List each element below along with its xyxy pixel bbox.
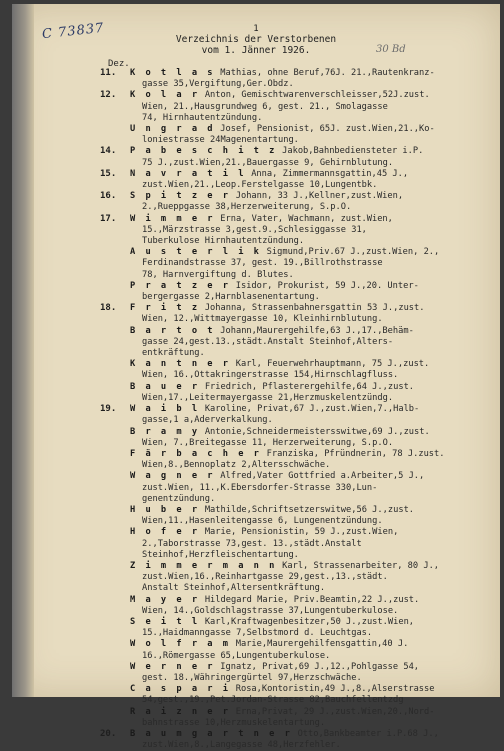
document-page — [12, 4, 500, 751]
entry-line-text: Antonie,Schneidermeistersswitwe,69 J.,zust. — [204, 426, 430, 437]
entry-row — [100, 326, 484, 360]
entry-line — [130, 169, 484, 180]
death-entry-list — [100, 68, 484, 751]
entry-line — [130, 202, 484, 213]
entry-line — [130, 90, 484, 101]
entry-line-text: Wien,11.,Hasenleitengasse 6, Lungenentzündung. — [142, 516, 383, 527]
entry-line — [130, 314, 484, 325]
entry-line — [130, 225, 484, 236]
entry-day: 20. — [100, 728, 117, 739]
entry-surname: P r a t z e r — [130, 280, 231, 291]
entry-line-text: Isidor, Prokurist, 59 J.,20. Unter- — [235, 280, 419, 291]
entry-surname: K o t l a s — [130, 68, 216, 78]
entry-text — [130, 684, 484, 706]
entry-text — [130, 68, 484, 90]
entry-line — [130, 505, 484, 516]
entry-line — [130, 359, 484, 370]
entry-text — [130, 617, 484, 639]
entry-line — [130, 124, 484, 135]
entry-text — [130, 595, 484, 617]
entry-surname: B r a m y — [130, 426, 200, 437]
entry-line — [130, 270, 484, 281]
entry-day: 14. — [100, 146, 117, 157]
entry-line-text: Otto,Bankbeamter i.P.68 J., — [297, 728, 439, 739]
entry-line-text: Johann,Maurergehilfe,63 J.,17.,Behäm- — [220, 325, 414, 336]
entry-line — [130, 247, 484, 258]
entry-surname: U n g r a d — [130, 124, 216, 135]
entry-line-text: Karl, Strassenarbeiter, 80 J., — [282, 560, 440, 571]
entry-line-text: entkräftung. — [142, 348, 205, 359]
entry-line-text: 15.,Märzstrasse 3,gest.9.,Schlesiggasse 31, — [142, 224, 367, 235]
month-label: Dez. — [108, 59, 130, 69]
title-line-1: Verzeichnis der Verstorbenen — [175, 34, 337, 45]
entry-line-text: Anna, Zimmermannsgattin,45 J., — [251, 168, 409, 179]
entry-line-text: 2.,Taborstrasse 73,gest. 13.,städt.Anstalt — [142, 538, 362, 549]
entry-row — [100, 359, 484, 381]
entry-line-text: Ferdinandstrasse 37, gest. 19.,Billrothstrasse — [142, 258, 383, 269]
entry-line — [130, 382, 484, 393]
entry-text — [130, 303, 484, 325]
entry-line — [130, 527, 484, 538]
entry-text — [130, 146, 484, 168]
entry-line — [130, 393, 484, 404]
entry-line-text: Alfred,Vater Gottfried a.Arbeiter,5 J., — [220, 471, 425, 482]
entry-line — [130, 180, 484, 191]
entry-surname: N a v r a t i l — [130, 168, 246, 179]
entry-text — [130, 729, 484, 751]
pencil-note: 30 Bd — [376, 44, 406, 55]
entry-line — [130, 135, 484, 146]
entry-row — [100, 729, 484, 751]
entry-day: 19. — [100, 404, 117, 415]
entry-text — [130, 382, 484, 404]
entry-line-text: Marie, Pensionistin, 59 J.,zust.Wien, — [204, 527, 399, 538]
entry-text — [130, 505, 484, 527]
entry-line — [130, 79, 484, 90]
entry-row — [100, 214, 484, 248]
entry-line — [130, 550, 484, 561]
entry-surname: P a b e s c h i t z — [130, 146, 277, 157]
entry-text — [130, 169, 484, 191]
entry-line-text: Wien, 16.,Ottakringerstrasse 154,Hirnschlagfluss. — [142, 370, 399, 381]
entry-surname: F ä r b a c h e r — [130, 448, 262, 459]
entry-surname: H o f e r — [130, 527, 200, 538]
entry-line-text: Karoline, Privat,67 J.,zust.Wien,7.,Halb- — [204, 404, 420, 415]
entry-surname: K o l a r — [130, 90, 200, 101]
entry-line — [130, 628, 484, 639]
entry-text — [130, 124, 484, 146]
entry-surname: S e i t l — [130, 616, 200, 627]
entry-line — [130, 695, 484, 706]
entry-line-text: zust.Wien,8.,Langegasse 48,Herzfehler. — [142, 740, 341, 751]
entry-line-text: zust.Wien,21.,Leop.Ferstelgasse 10,Lungentbk. — [142, 180, 378, 191]
entry-line-text: Karl, Feuerwehrhauptmann, 75 J.,zust. — [235, 359, 430, 370]
entry-line-text: Erna, Vater, Wachmann, zust.Wien, — [220, 213, 393, 224]
entry-line-text: Friedrich, Pflasterergehilfe,64 J.,zust. — [204, 381, 415, 392]
entry-row — [100, 169, 484, 191]
entry-row — [100, 90, 484, 124]
archive-number-stamp: C 73837 — [41, 20, 106, 43]
entry-line-text: bahnstrasse 10,Herzmuskelentartung. — [142, 717, 326, 728]
entry-row — [100, 639, 484, 661]
entry-line — [130, 617, 484, 628]
entry-text — [130, 247, 484, 281]
entry-day: 18. — [100, 303, 117, 314]
entry-line — [130, 292, 484, 303]
entry-row — [100, 191, 484, 213]
entry-line-text: 74, Hirnhautentzündung. — [142, 112, 263, 123]
entry-line — [130, 348, 484, 359]
entry-line-text: 2.,Rueppgasse 38,Herzerweiterung, S.p.O. — [142, 202, 352, 213]
entry-line — [130, 494, 484, 505]
entry-line-text: Wien, 21.,Hausgrundweg 6, gest. 21., Smolagasse — [142, 101, 388, 112]
entry-line — [130, 606, 484, 617]
entry-line — [130, 214, 484, 225]
entry-row — [100, 427, 484, 449]
entry-line-text: Johanna, Strassenbahnersgattin 53 J.,zust. — [204, 303, 425, 314]
entry-text — [130, 707, 484, 729]
entry-row — [100, 404, 484, 426]
entry-line-text: Sigmund,Priv.67 J.,zust.Wien, 2., — [266, 247, 440, 258]
document-header — [12, 24, 500, 56]
entry-surname: W e r n e r — [130, 661, 216, 672]
entry-line — [130, 595, 484, 606]
entry-line — [130, 707, 484, 718]
entry-line — [130, 673, 484, 684]
entry-line-text: gasse 24,gest.13.,städt.Anstalt Steinhof,Alters- — [142, 336, 394, 347]
entry-line-text: 75 J.,zust.Wien,21.,Bauergasse 9, Gehirnblutung. — [142, 157, 394, 168]
entry-line — [130, 583, 484, 594]
entry-line — [130, 303, 484, 314]
entry-line — [130, 729, 484, 740]
entry-row — [100, 382, 484, 404]
entry-row — [100, 684, 484, 706]
entry-surname: W a i b l — [130, 404, 200, 415]
entry-row — [100, 707, 484, 729]
entry-text — [130, 326, 484, 360]
entry-line — [130, 258, 484, 269]
entry-row — [100, 146, 484, 168]
entry-line-text: Erna,Privat, 29 J.,zust.Wien,20.,Nord- — [235, 706, 435, 717]
entry-text — [130, 214, 484, 248]
title-line-2: vom 1. Jänner 1926. — [201, 45, 311, 56]
entry-line — [130, 236, 484, 247]
entry-line — [130, 651, 484, 662]
entry-line-text: Wien,17.,Leitermayergasse 21,Herzmuskelentzündg. — [142, 392, 394, 403]
entry-line-text: Hildegard Marie, Priv.Beamtin,22 J.,zust. — [204, 594, 420, 605]
entry-line-text: Karl,Kraftwagenbesitzer,50 J.,zust.Wien, — [204, 616, 415, 627]
binding-spine — [12, 4, 34, 697]
entry-line-text: Mathilde,Schriftsetzerswitwe,56 J.,zust. — [204, 504, 415, 515]
entry-row — [100, 505, 484, 527]
entry-line-text: gasse,1 a,Aderverkalkung. — [142, 415, 273, 426]
entry-surname: W a g n e r — [130, 471, 216, 482]
entry-line-text: loniestrasse 24Magenentartung. — [142, 135, 299, 146]
entry-line-text: zust.Wien,16.,Reinhartgasse 29,gest.,13.,städt. — [142, 572, 388, 583]
entry-text — [130, 662, 484, 684]
entry-line — [130, 449, 484, 460]
entry-line-text: genentzündung. — [142, 493, 216, 504]
entry-line-text: Josef, Pensionist, 65J. zust.Wien,21.,Ko- — [220, 124, 435, 135]
entry-line — [130, 68, 484, 79]
entry-text — [130, 90, 484, 124]
entry-surname: A u s t e r l i k — [130, 247, 262, 258]
entry-row — [100, 281, 484, 303]
entry-row — [100, 124, 484, 146]
entry-surname: F r i t z — [130, 303, 200, 314]
entry-line-text: Wien, 14.,Goldschlagstrasse 37,Lungentuberkulose. — [142, 605, 399, 616]
entry-line-text: 78, Harnvergiftung d. Blutes. — [142, 269, 294, 280]
entry-line — [130, 146, 484, 157]
entry-day: 17. — [100, 213, 117, 224]
entry-row — [100, 561, 484, 595]
entry-line-text: 16.,Römergasse 65,Lungentuberkulose. — [142, 650, 331, 661]
entry-text — [130, 427, 484, 449]
entry-line-text: Wien, 7.,Breitegasse 11, Herzerweiterung, S.p.O. — [142, 437, 394, 448]
page-number: 1 — [253, 24, 259, 34]
entry-row — [100, 595, 484, 617]
entry-text — [130, 471, 484, 505]
entry-day: 15. — [100, 168, 117, 179]
entry-line-text: gasse 35,Vergiftung,Ger.Obdz. — [142, 79, 294, 90]
entry-row — [100, 527, 484, 561]
entry-line-text: Steinhof,Herzfleischentartung. — [142, 549, 299, 560]
entry-row — [100, 68, 484, 90]
entry-line-text: Rosa,Kontoristin,49 J.,8.,Alserstrasse — [235, 684, 435, 695]
entry-line-text: zust.Wien, 11.,K.Ebersdorfer-Strasse 330,Lun- — [142, 482, 378, 493]
entry-line — [130, 718, 484, 729]
entry-text — [130, 359, 484, 381]
entry-line-text: 15.,Haidmanngasse 7,Selbstmord d. Leuchtgas. — [142, 628, 373, 639]
entry-text — [130, 281, 484, 303]
entry-surname: S p i t z e r — [130, 191, 231, 202]
entry-surname: C a s p a r i — [130, 684, 231, 695]
entry-row — [100, 303, 484, 325]
entry-line — [130, 370, 484, 381]
entry-line-text: Johann, 33 J.,Kellner,zust.Wien, — [235, 191, 404, 202]
entry-day: 16. — [100, 191, 117, 202]
entry-line — [130, 516, 484, 527]
entry-surname: M a y e r — [130, 594, 200, 605]
entry-line — [130, 438, 484, 449]
entry-day: 11. — [100, 68, 117, 78]
entry-line — [130, 427, 484, 438]
entry-surname: B a r t o t — [130, 325, 216, 336]
entry-line — [130, 539, 484, 550]
entry-line-text: Anton, Gemischtwarenverschleisser,52J.zust. — [204, 90, 430, 101]
entry-surname: H u b e r — [130, 504, 200, 515]
entry-line — [130, 113, 484, 124]
entry-surname: W i m m e r — [130, 213, 216, 224]
entry-text — [130, 639, 484, 661]
entry-line — [130, 572, 484, 583]
entry-row — [100, 247, 484, 281]
entry-row — [100, 471, 484, 505]
entry-line-text: 54,gest.,19.,Pet.Jordan-Strasse 82,Bauchfellentzdg — [142, 695, 404, 706]
entry-surname: B a u e r — [130, 381, 200, 392]
entry-line-text: Wien,8.,Bennoplatz 2,Altersschwäche. — [142, 460, 331, 471]
entry-line — [130, 404, 484, 415]
entry-line — [130, 561, 484, 572]
entry-line — [130, 740, 484, 751]
entry-text — [130, 527, 484, 561]
entry-row — [100, 449, 484, 471]
entry-surname: W o l f r a m — [130, 639, 231, 650]
entry-text — [130, 191, 484, 213]
entry-line-text: Jakob,Bahnbediensteter i.P. — [282, 146, 424, 157]
entry-line — [130, 662, 484, 673]
entry-line — [130, 415, 484, 426]
entry-row — [100, 662, 484, 684]
entry-line-text: Tuberkulose Hirnhautentzündung. — [142, 236, 305, 247]
entry-surname: Z i m m e r m a n n — [130, 560, 277, 571]
entry-line — [130, 483, 484, 494]
entry-surname: R a i z n e r — [130, 706, 231, 717]
entry-line-text: Franziska, Pfründnerin, 78 J.zust. — [266, 448, 445, 459]
entry-line — [130, 460, 484, 471]
entry-line — [130, 337, 484, 348]
entry-line-text: Mathias, ohne Beruf,76J. 21.,Rautenkranz- — [220, 68, 435, 78]
entry-line — [130, 281, 484, 292]
entry-text — [130, 561, 484, 595]
entry-line-text: Wien, 12.,Wittmayergasse 10, Kleinhirnblutung. — [142, 314, 383, 325]
entry-line-text: Ignatz, Privat,69 J.,12.,Pohlgasse 54, — [220, 661, 420, 672]
entry-surname: B a u m g a r t n e r — [130, 728, 293, 739]
entry-row — [100, 617, 484, 639]
entry-line-text: Marie,Maurergehilfensgattin,40 J. — [235, 639, 409, 650]
entry-line — [130, 639, 484, 650]
entry-surname: K a n t n e r — [130, 359, 231, 370]
entry-line — [130, 471, 484, 482]
entry-line — [130, 326, 484, 337]
entry-text — [130, 449, 484, 471]
entry-line — [130, 102, 484, 113]
entry-line — [130, 191, 484, 202]
entry-day: 12. — [100, 90, 117, 101]
entry-line-text: gest. 18.,Währingergürtel 97,Herzschwäche. — [142, 672, 362, 683]
entry-text — [130, 404, 484, 426]
entry-line-text: bergergasse 2,Harnblasenentartung. — [142, 292, 320, 303]
entry-line — [130, 158, 484, 169]
entry-line-text: Anstalt Steinhof,Altersentkräftung. — [142, 583, 326, 594]
entry-line — [130, 684, 484, 695]
